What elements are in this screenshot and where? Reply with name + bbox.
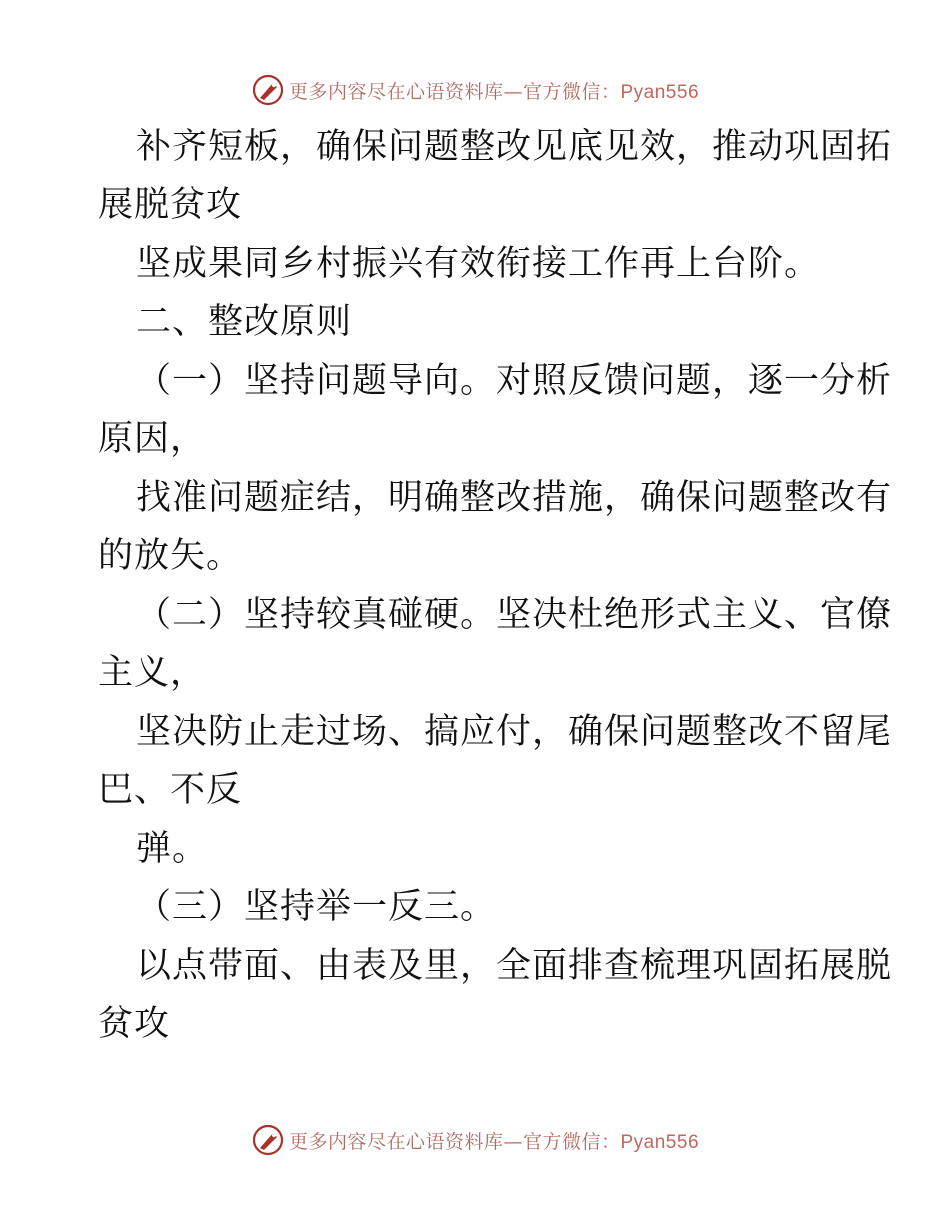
footer-banner — [0, 1120, 950, 1160]
section-heading: 二、整改原则 — [136, 302, 353, 342]
body-line: 坚决防止走过场、搞应付，确保问题整改不留尾 — [136, 712, 893, 752]
body-line: 展脱贫攻 — [98, 185, 243, 225]
pen-nib-logo-icon — [251, 73, 285, 107]
body-line: 原因， — [98, 419, 207, 459]
body-line: 贫攻 — [98, 1004, 171, 1044]
body-line: 坚成果同乡村振兴有效衔接工作再上台阶。 — [136, 244, 821, 284]
banner-text: 更多内容尽在心语资料库—官方微信：Pyan556 — [288, 80, 700, 103]
wechat-id: Pyan556 — [620, 1131, 700, 1153]
body-line: （三）坚持举一反三。 — [136, 887, 497, 927]
body-line: 主义， — [98, 653, 207, 693]
body-line: 找准问题症结，明确整改措施，确保问题整改有 — [136, 478, 893, 518]
wechat-id: Pyan556 — [620, 81, 700, 103]
body-line: 补齐短板，确保问题整改见底见效，推动巩固拓 — [136, 127, 893, 167]
body-line: （一）坚持问题导向。对照反馈问题，逐一分析 — [136, 361, 893, 401]
body-line: 弹。 — [136, 829, 209, 869]
body-line: 的放矢。 — [98, 536, 243, 576]
body-line: 以点带面、由表及里，全面排查梳理巩固拓展脱 — [136, 946, 893, 986]
pen-nib-logo-icon — [251, 1123, 285, 1157]
header-banner — [0, 70, 950, 110]
body-line: 巴、不反 — [98, 770, 243, 810]
body-line: （二）坚持较真碰硬。坚决杜绝形式主义、官僚 — [136, 595, 893, 635]
banner-text: 更多内容尽在心语资料库—官方微信：Pyan556 — [288, 1130, 700, 1153]
